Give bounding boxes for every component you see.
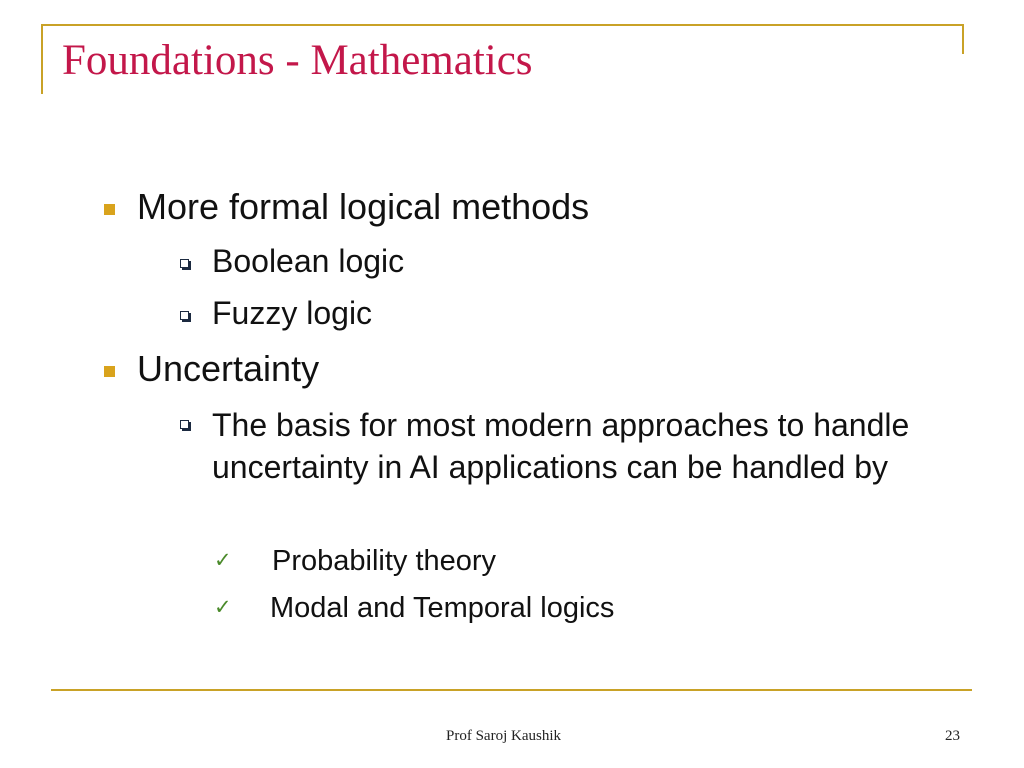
check-item-modal-temporal-logics: Modal and Temporal logics bbox=[270, 592, 615, 624]
footer-divider bbox=[51, 689, 972, 691]
page-number: 23 bbox=[945, 728, 960, 744]
hollow-square-bullet-icon bbox=[180, 259, 189, 268]
sub-bullet-basis-paragraph: The basis for most modern approaches to handle uncertainty in AI applications can be handled by bbox=[212, 407, 910, 485]
sub-bullet-boolean-logic: Boolean logic bbox=[212, 243, 405, 279]
frame-top-line bbox=[41, 24, 964, 26]
footer-author: Prof Saroj Kaushik bbox=[446, 728, 561, 744]
bullet-uncertainty: Uncertainty bbox=[137, 348, 320, 389]
hollow-square-bullet-icon bbox=[180, 311, 189, 320]
bullet-more-formal-logical-methods: More formal logical methods bbox=[137, 186, 590, 227]
checkmark-icon: ✓ bbox=[214, 595, 232, 619]
check-item-probability-theory: Probability theory bbox=[272, 545, 497, 577]
hollow-square-bullet-icon bbox=[180, 420, 189, 429]
square-bullet-icon bbox=[104, 204, 115, 215]
frame-left-line bbox=[41, 24, 43, 94]
square-bullet-icon bbox=[104, 366, 115, 377]
checkmark-icon: ✓ bbox=[214, 548, 232, 572]
sub-bullet-fuzzy-logic: Fuzzy logic bbox=[212, 295, 373, 331]
slide-title: Foundations - Mathematics bbox=[62, 37, 533, 84]
frame-right-line bbox=[962, 24, 964, 54]
